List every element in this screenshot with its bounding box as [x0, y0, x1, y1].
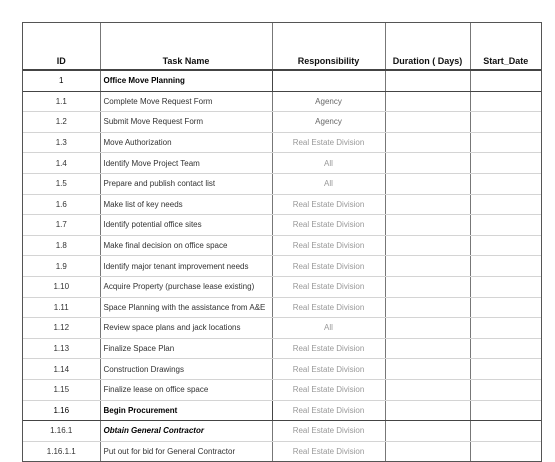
cell-responsibility: Real Estate Division [272, 235, 385, 256]
cell-duration [385, 359, 470, 380]
cell-duration [385, 276, 470, 297]
table-row [23, 359, 541, 380]
cell-responsibility: Real Estate Division [272, 421, 385, 442]
cell-duration [385, 112, 470, 133]
cell-task: Identify major tenant improvement needs [100, 256, 272, 277]
cell-responsibility: Real Estate Division [272, 194, 385, 215]
cell-responsibility: Agency [272, 112, 385, 133]
cell-id: 1.13 [23, 338, 100, 359]
cell-task: Make final decision on office space [100, 235, 272, 256]
cell-task: Submit Move Request Form [100, 112, 272, 133]
cell-id: 1.9 [23, 256, 100, 277]
table-row [23, 215, 541, 236]
cell-task: Prepare and publish contact list [100, 173, 272, 194]
table-row [23, 132, 541, 153]
cell-start-date [470, 132, 541, 153]
cell-id: 1.16 [23, 400, 100, 421]
cell-task: Acquire Property (purchase lease existing) [100, 276, 272, 297]
table-row [23, 400, 541, 421]
cell-task: Construction Drawings [100, 359, 272, 380]
cell-duration [385, 215, 470, 236]
cell-task: Begin Procurement [100, 400, 272, 421]
cell-id: 1.6 [23, 194, 100, 215]
header-id: ID [23, 23, 100, 70]
table-row [23, 421, 541, 442]
cell-responsibility: All [272, 318, 385, 339]
cell-responsibility [272, 70, 385, 91]
task-table [23, 23, 541, 462]
cell-start-date [470, 441, 541, 462]
cell-start-date [470, 235, 541, 256]
cell-id: 1.8 [23, 235, 100, 256]
table-row [23, 153, 541, 174]
cell-start-date [470, 400, 541, 421]
cell-id: 1.1 [23, 91, 100, 112]
cell-id: 1.5 [23, 173, 100, 194]
table-row [23, 276, 541, 297]
cell-start-date [470, 153, 541, 174]
cell-start-date [470, 338, 541, 359]
header-responsibility: Responsibility [272, 23, 385, 70]
cell-task: Office Move Planning [100, 70, 272, 91]
cell-task: Obtain General Contractor [100, 421, 272, 442]
cell-task: Finalize Space Plan [100, 338, 272, 359]
cell-duration [385, 194, 470, 215]
cell-task: Identify potential office sites [100, 215, 272, 236]
cell-start-date [470, 276, 541, 297]
cell-id: 1.11 [23, 297, 100, 318]
cell-responsibility: Real Estate Division [272, 441, 385, 462]
cell-task: Space Planning with the assistance from A&E [100, 297, 272, 318]
cell-task: Finalize lease on office space [100, 379, 272, 400]
cell-start-date [470, 421, 541, 442]
cell-duration [385, 338, 470, 359]
cell-responsibility: Real Estate Division [272, 400, 385, 421]
cell-task: Put out for bid for General Contractor [100, 441, 272, 462]
cell-id: 1.2 [23, 112, 100, 133]
cell-responsibility: Agency [272, 91, 385, 112]
cell-task: Review space plans and jack locations [100, 318, 272, 339]
cell-responsibility: Real Estate Division [272, 276, 385, 297]
cell-duration [385, 70, 470, 91]
cell-task: Move Authorization [100, 132, 272, 153]
header-start-date: Start_Date [470, 23, 541, 70]
cell-duration [385, 379, 470, 400]
cell-start-date [470, 173, 541, 194]
table-row [23, 256, 541, 277]
table-row [23, 441, 541, 462]
header-duration: Duration ( Days) [385, 23, 470, 70]
table-row [23, 173, 541, 194]
cell-start-date [470, 318, 541, 339]
cell-responsibility: Real Estate Division [272, 338, 385, 359]
header-row [23, 23, 541, 70]
cell-task: Complete Move Request Form [100, 91, 272, 112]
cell-responsibility: Real Estate Division [272, 359, 385, 380]
cell-id: 1.14 [23, 359, 100, 380]
cell-duration [385, 132, 470, 153]
cell-duration [385, 400, 470, 421]
cell-responsibility: Real Estate Division [272, 256, 385, 277]
table-row [23, 318, 541, 339]
cell-start-date [470, 215, 541, 236]
cell-start-date [470, 112, 541, 133]
cell-responsibility: Real Estate Division [272, 132, 385, 153]
cell-responsibility: Real Estate Division [272, 297, 385, 318]
cell-responsibility: All [272, 153, 385, 174]
cell-start-date [470, 91, 541, 112]
cell-start-date [470, 70, 541, 91]
cell-responsibility: All [272, 173, 385, 194]
cell-id: 1 [23, 70, 100, 91]
table-row [23, 379, 541, 400]
cell-start-date [470, 359, 541, 380]
cell-duration [385, 318, 470, 339]
cell-responsibility: Real Estate Division [272, 379, 385, 400]
cell-duration [385, 153, 470, 174]
cell-id: 1.4 [23, 153, 100, 174]
cell-start-date [470, 194, 541, 215]
cell-duration [385, 235, 470, 256]
cell-id: 1.12 [23, 318, 100, 339]
task-table-sheet [22, 22, 542, 462]
cell-id: 1.16.1 [23, 421, 100, 442]
table-row [23, 70, 541, 91]
cell-duration [385, 421, 470, 442]
cell-task: Make list of key needs [100, 194, 272, 215]
table-row [23, 91, 541, 112]
cell-responsibility: Real Estate Division [272, 215, 385, 236]
table-row [23, 235, 541, 256]
cell-start-date [470, 256, 541, 277]
cell-id: 1.3 [23, 132, 100, 153]
cell-duration [385, 256, 470, 277]
cell-id: 1.16.1.1 [23, 441, 100, 462]
cell-task: Identify Move Project Team [100, 153, 272, 174]
header-task-name: Task Name [100, 23, 272, 70]
cell-duration [385, 173, 470, 194]
table-row [23, 338, 541, 359]
cell-duration [385, 297, 470, 318]
cell-duration [385, 91, 470, 112]
cell-duration [385, 441, 470, 462]
cell-start-date [470, 379, 541, 400]
cell-id: 1.15 [23, 379, 100, 400]
table-row [23, 194, 541, 215]
table-row [23, 297, 541, 318]
table-row [23, 112, 541, 133]
cell-id: 1.10 [23, 276, 100, 297]
cell-id: 1.7 [23, 215, 100, 236]
cell-start-date [470, 297, 541, 318]
